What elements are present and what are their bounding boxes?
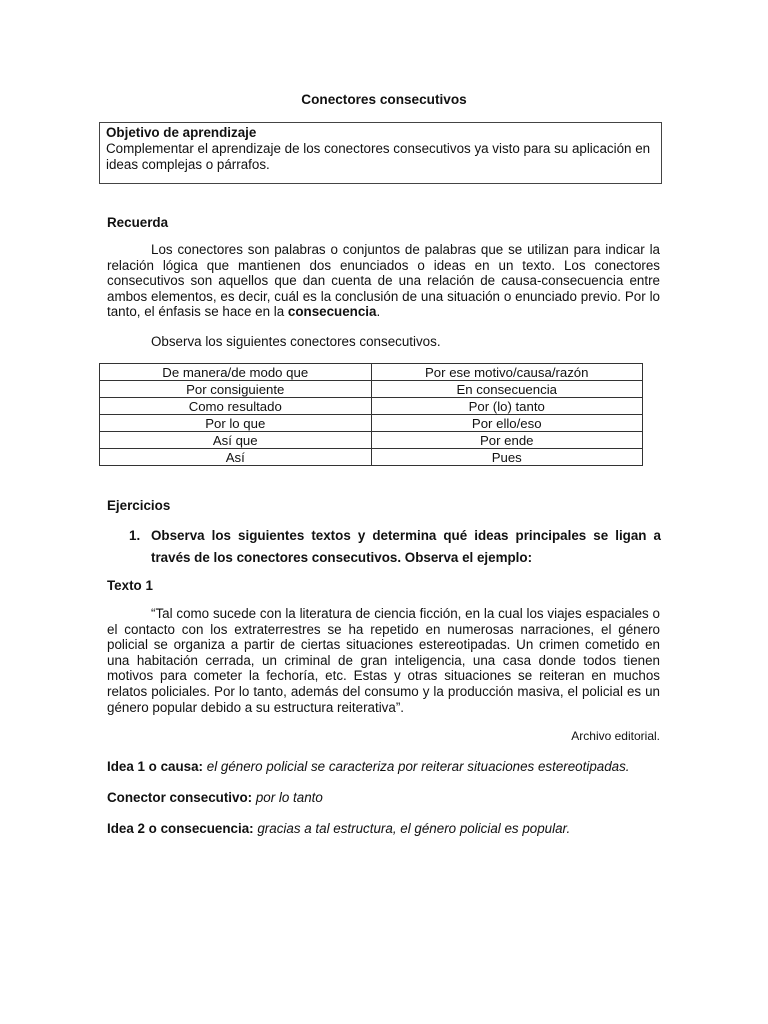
table-cell: Por ese motivo/causa/razón (371, 364, 643, 381)
table-row (100, 381, 643, 398)
exercise-item-text: Observa los siguientes textos y determina qué ideas principales se ligan a través de los conectores consecutivos. Observa el ejemplo: (151, 528, 661, 565)
table-row (100, 398, 643, 415)
recuerda-paragraph (107, 242, 660, 320)
table-cell: Como resultado (100, 398, 372, 415)
table-cell: Pues (371, 449, 643, 466)
table-cell: En consecuencia (371, 381, 643, 398)
table-cell: Así (100, 449, 372, 466)
idea-consequence-label: Idea 2 o consecuencia: (107, 821, 254, 836)
table-row (100, 432, 643, 449)
idea-cause (107, 759, 660, 775)
recuerda-paragraph-end: . (376, 304, 381, 320)
table-cell: Por (lo) tanto (371, 398, 643, 415)
table-row (100, 449, 643, 466)
table-cell: Así que (100, 432, 372, 449)
texto1-quote: “Tal como sucede con la literatura de ciencia ficción, en la cual los viajes espaciales o el contacto con los extraterrestres se ha repetido en numerosas narraciones, el género policial se organiza a partir de ciertas situaciones estereotipadas. Un crimen cometido en una habitación cerrada, un criminal de gran inteligencia, una casa donde todos tienen motivos para cometer la fechoría, etc. Estas y otras situaciones se reiteran en muchos relatos policiales. Por lo tanto, además del consumo y la producción masiva, el policial es un género popular debido a su estructura reiterativa”. (107, 606, 660, 715)
objective-box (99, 122, 662, 184)
table-cell: Por ende (371, 432, 643, 449)
idea-consequence (107, 821, 660, 837)
idea-cause-value: el género policial se caracteriza por reiterar situaciones estereotipadas. (206, 759, 630, 774)
objective-heading: Objetivo de aprendizaje (106, 125, 257, 140)
page-title: Conectores consecutivos (301, 92, 467, 107)
recuerda-paragraph-emphasis: consecuencia (287, 304, 377, 320)
recuerda-paragraph-text: Los conectores son palabras o conjuntos de palabras que se utilizan para indicar la relación lógica que mantienen dos enunciados o ideas en un texto. Los conectores consecutivos son aquellos que dan cuenta de una relación de causa-consecuencia entre ambos elementos, es decir, cuál es la conclusión de una situación o enunciado previo. Por lo tanto, el énfasis se hace en la (107, 242, 660, 320)
table-cell: Por ello/eso (371, 415, 643, 432)
recuerda-heading: Recuerda (107, 215, 169, 230)
idea-cause-label: Idea 1 o causa: (107, 759, 204, 774)
table-cell: Por consiguiente (100, 381, 372, 398)
table-cell: De manera/de modo que (100, 364, 372, 381)
idea-connector-value: por lo tanto (255, 790, 323, 805)
connectors-table (99, 363, 643, 466)
texto1-heading: Texto 1 (107, 578, 153, 593)
source-note: Archivo editorial. (571, 729, 660, 743)
exercise-item-1 (129, 525, 661, 569)
observe-line: Observa los siguientes conectores consecutivos. (151, 334, 441, 349)
ejercicios-heading: Ejercicios (107, 498, 171, 513)
idea-connector (107, 790, 660, 806)
idea-consequence-value: gracias a tal estructura, el género policial es popular. (257, 821, 571, 836)
table-row (100, 415, 643, 432)
exercise-item-number: 1. (129, 528, 141, 543)
objective-text: Complementar el aprendizaje de los conectores consecutivos ya visto para su aplicación en ideas complejas o párrafos. (106, 141, 651, 172)
table-row (100, 364, 643, 381)
table-cell: Por lo que (100, 415, 372, 432)
idea-connector-label: Conector consecutivo: (107, 790, 253, 805)
